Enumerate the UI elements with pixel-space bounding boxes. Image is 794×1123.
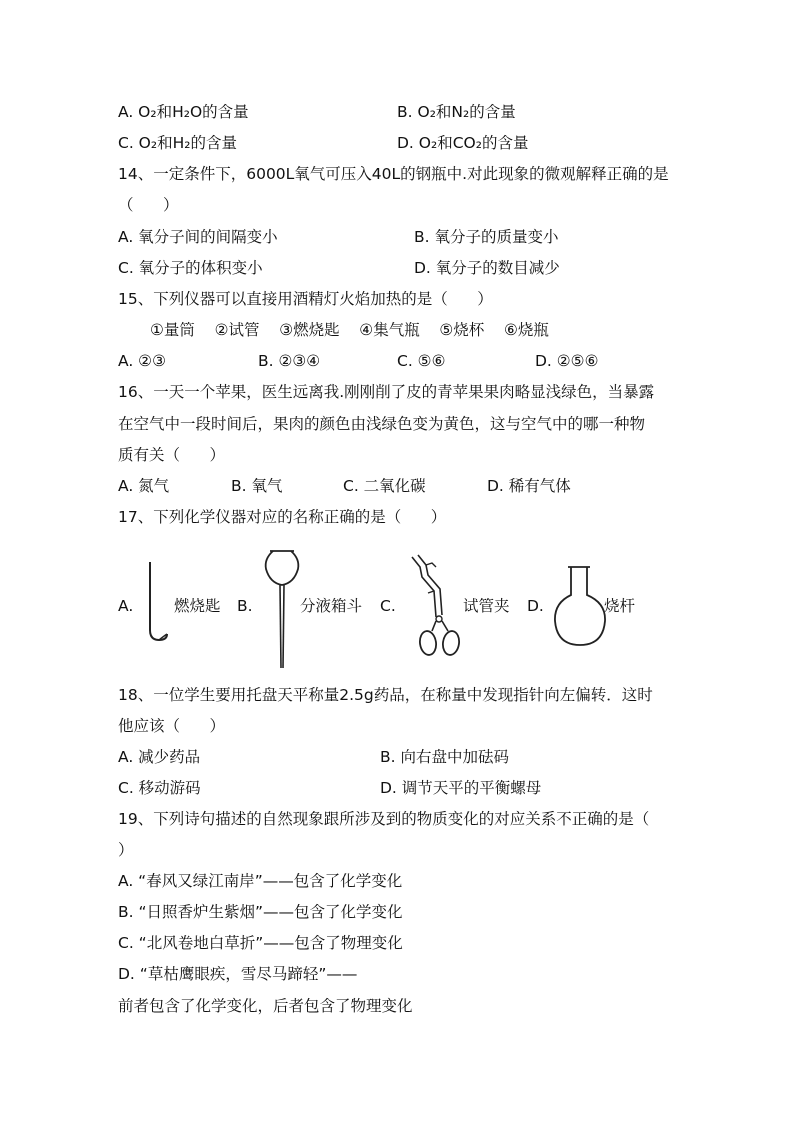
q16-option-b: B. 氧气	[231, 477, 283, 495]
q17-c-name: 试管夹	[463, 597, 510, 615]
q17-a-name: 燃烧匙	[174, 597, 221, 615]
q13-option-d: D. O₂和CO₂的含量	[397, 134, 529, 152]
q19-option-a: A. “春风又绿江南岸”——包含了化学变化	[118, 872, 403, 890]
q15-option-a: A. ②③	[118, 352, 166, 370]
q16-option-a: A. 氮气	[118, 477, 170, 495]
q18-option-d: D. 调节天平的平衡螺母	[380, 779, 542, 797]
q15-option-b: B. ②③④	[258, 352, 321, 370]
q15-stem: 15、下列仪器可以直接用酒精灯火焰加热的是（ ）	[118, 290, 493, 308]
q19-option-c: C. “北风卷地白草折”——包含了物理变化	[118, 934, 403, 952]
q17-a-letter: A.	[118, 597, 134, 615]
q14-option-c: C. 氧分子的体积变小	[118, 259, 263, 277]
test-tube-clamp-figure	[406, 553, 464, 659]
q18-option-b: B. 向右盘中加砝码	[380, 748, 509, 766]
q17-d-letter: D.	[527, 597, 544, 615]
q14-stem: 14、一定条件下，6000L氧气可压入40L的钢瓶中.对此现象的微观解释正确的是	[118, 165, 669, 183]
q16-line-3: 质有关（ ）	[118, 446, 226, 464]
q13-option-a: A. O₂和H₂O的含量	[118, 103, 249, 121]
q18-option-c: C. 移动游码	[118, 779, 201, 797]
q16-option-d: D. 稀有气体	[487, 477, 571, 495]
q19-line-1: 19、下列诗句描述的自然现象跟所涉及到的物质变化的对应关系不正确的是（	[118, 810, 650, 828]
combustion-spoon-figure	[142, 560, 172, 644]
q19-line-2: ）	[118, 841, 134, 859]
q14-option-a: A. 氧分子间的间隔变小	[118, 228, 278, 246]
q16-line-2: 在空气中一段时间后，果肉的颜色由浅绿色变为黄色，这与空气中的哪一种物	[118, 415, 646, 433]
q18-option-a: A. 减少药品	[118, 748, 201, 766]
q17-b-letter: B.	[237, 597, 253, 615]
q16-line-1: 16、一天一个苹果，医生远离我.刚刚削了皮的青苹果果肉略显浅绿色，当暴露	[118, 383, 655, 401]
q13-option-b: B. O₂和N₂的含量	[397, 103, 516, 121]
q19-option-b: B. “日照香炉生紫烟”——包含了化学变化	[118, 903, 403, 921]
q19-option-d-continued: 前者包含了化学变化，后者包含了物理变化	[118, 997, 413, 1015]
q15-option-d: D. ②⑤⑥	[535, 352, 599, 370]
q14-paren: （ ）	[118, 196, 179, 214]
q17-stem: 17、下列化学仪器对应的名称正确的是（ ）	[118, 508, 447, 526]
q17-c-letter: C.	[380, 597, 396, 615]
round-flask-figure	[552, 565, 608, 649]
q16-option-c: C. 二氧化碳	[343, 477, 426, 495]
q14-option-d: D. 氧分子的数目减少	[414, 259, 560, 277]
q15-items: ①量筒 ②试管 ③燃烧匙 ④集气瓶 ⑤烧杯 ⑥烧瓶	[150, 321, 549, 339]
q13-option-c: C. O₂和H₂的含量	[118, 134, 237, 152]
q14-option-b: B. 氧分子的质量变小	[414, 228, 559, 246]
q17-d-name: 烧杆	[604, 597, 636, 615]
q19-option-d: D. “草枯鹰眼疾，雪尽马蹄轻”——	[118, 965, 358, 983]
q18-line-1: 18、一位学生要用托盘天平称量2.5g药品，在称量中发现指针向左偏转．这时	[118, 686, 653, 704]
separatory-funnel-figure	[262, 545, 302, 671]
q17-b-name: 分液箱斗	[300, 597, 363, 615]
q15-option-c: C. ⑤⑥	[397, 352, 446, 370]
q18-line-2: 他应该（ ）	[118, 717, 226, 735]
